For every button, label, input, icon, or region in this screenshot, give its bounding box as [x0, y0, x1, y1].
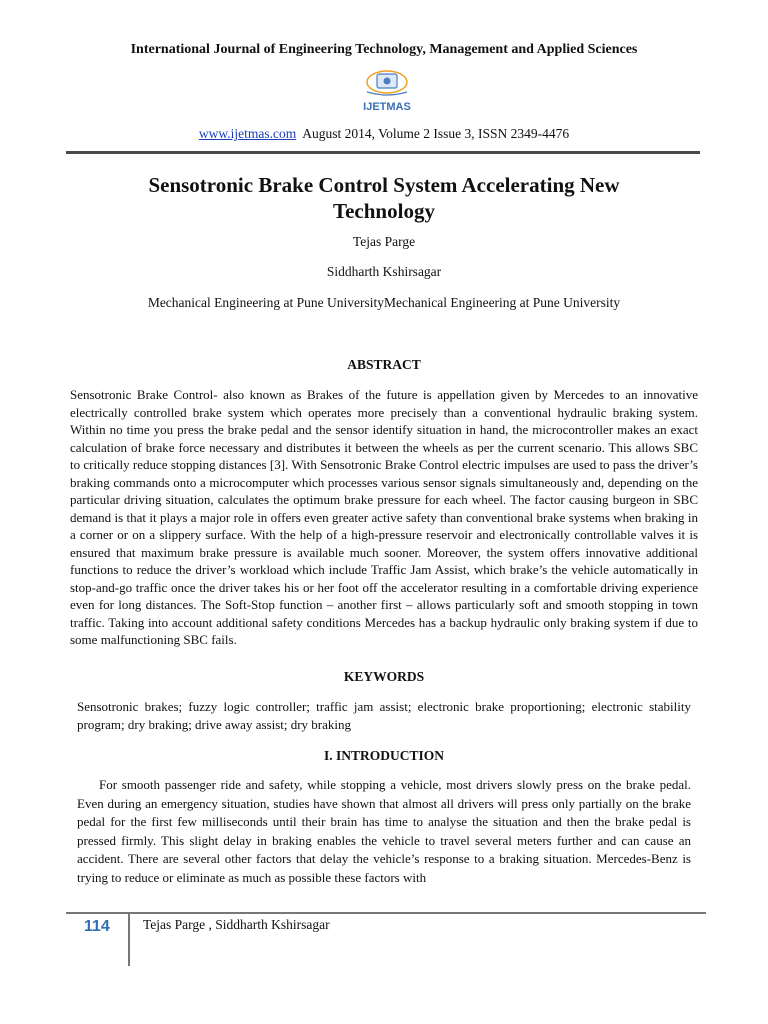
logo-text: IJETMAS: [363, 101, 411, 113]
header-divider: [66, 151, 700, 154]
author-2: Siddharth Kshirsagar: [326, 264, 442, 279]
paper-title: Sensotronic Brake Control System Accelerating New Technology: [148, 173, 620, 223]
journal-name: International Journal of Engineering Technology, Management and Applied Sciences: [130, 42, 638, 57]
author-1: Tejas Parge: [352, 234, 416, 249]
footer-vertical-divider: [128, 914, 130, 966]
affiliation: Mechanical Engineering at Pune UniversityMechanical Engineering at Pune University: [147, 295, 621, 310]
page-number: 114: [84, 918, 110, 935]
footer-authors: Tejas Parge , Siddharth Kshirsagar: [143, 917, 330, 932]
footer-divider: [66, 912, 706, 914]
introduction-heading: I. INTRODUCTION: [323, 748, 445, 763]
issue-info: August 2014, Volume 2 Issue 3, ISSN 2349-4476: [302, 126, 570, 141]
keywords-heading: KEYWORDS: [343, 669, 425, 684]
journal-logo: [355, 66, 419, 116]
keywords-text: Sensotronic brakes; fuzzy logic controller; traffic jam assist; electronic brake proportioning; electronic stability program; dry braking; drive away assist; dry braking: [77, 699, 691, 732]
abstract-heading: ABSTRACT: [347, 357, 421, 372]
abstract-text: Sensotronic Brake Control- also known as Brakes of the future is appellation given by Mercedes to an innovative electrically controlled brake system which operates more precisely than a conventional hydraulic braking system. Within no time you press the brake pedal and the sensor identify situation in hand, the microcontroller makes an exact calculation of brake force necessary and distributes it between the wheels as per the current scenario. This allows SBC to critically reduce stopping distances [3]. With Sensotronic Brake Control electric impulses are used to pass the driver’s braking commands onto a microcomputer which processes various sensor signals simultaneously and, depending on the particular driving situation, calculates the optimum brake pressure for each wheel. The factor causing burgeon in SBC demand is that it plays a major role in offers even greater active safety than conventional brake systems when braking in a corner or on a slippery surface. With the help of a high-pressure reservoir and electronically controllable valves it is ensured that maximum brake pressure is available much sooner. Moreover, the system offers innovative additional functions to reduce the driver’s workload which include Traffic Jam Assist, which brake’s the vehicle automatically in stop-and-go traffic once the driver takes his or her foot off the accelerator resulting in a comfortable driving experience even for long distances. The Soft-Stop function – another first – allows particularly soft and smooth stopping in town traffic. Taking into account additional safety conditions Mercedes has a backup hydraulic only braking system if due to some malfunctioning SBC fails.: [70, 387, 698, 647]
journal-website-link[interactable]: www.ijetmas.com: [198, 126, 297, 141]
issue-meta-line: [0, 126, 768, 142]
introduction-text: For smooth passenger ride and safety, while stopping a vehicle, most drivers slowly press on the brake pedal. Even during an emergency situation, studies have shown that almost all drivers will press only partially on the brake pedal for the first few milliseconds until their brain has time to analyse the situation and then the brake pedal is pressed firmly. This slight delay in braking enables the vehicle to travel several meters further and can cause an accident. There are several other factors that delay the vehicle’s response to a braking situation. Mercedes-Benz is trying to reduce or eliminate as much as possible these factors with: [77, 777, 691, 885]
